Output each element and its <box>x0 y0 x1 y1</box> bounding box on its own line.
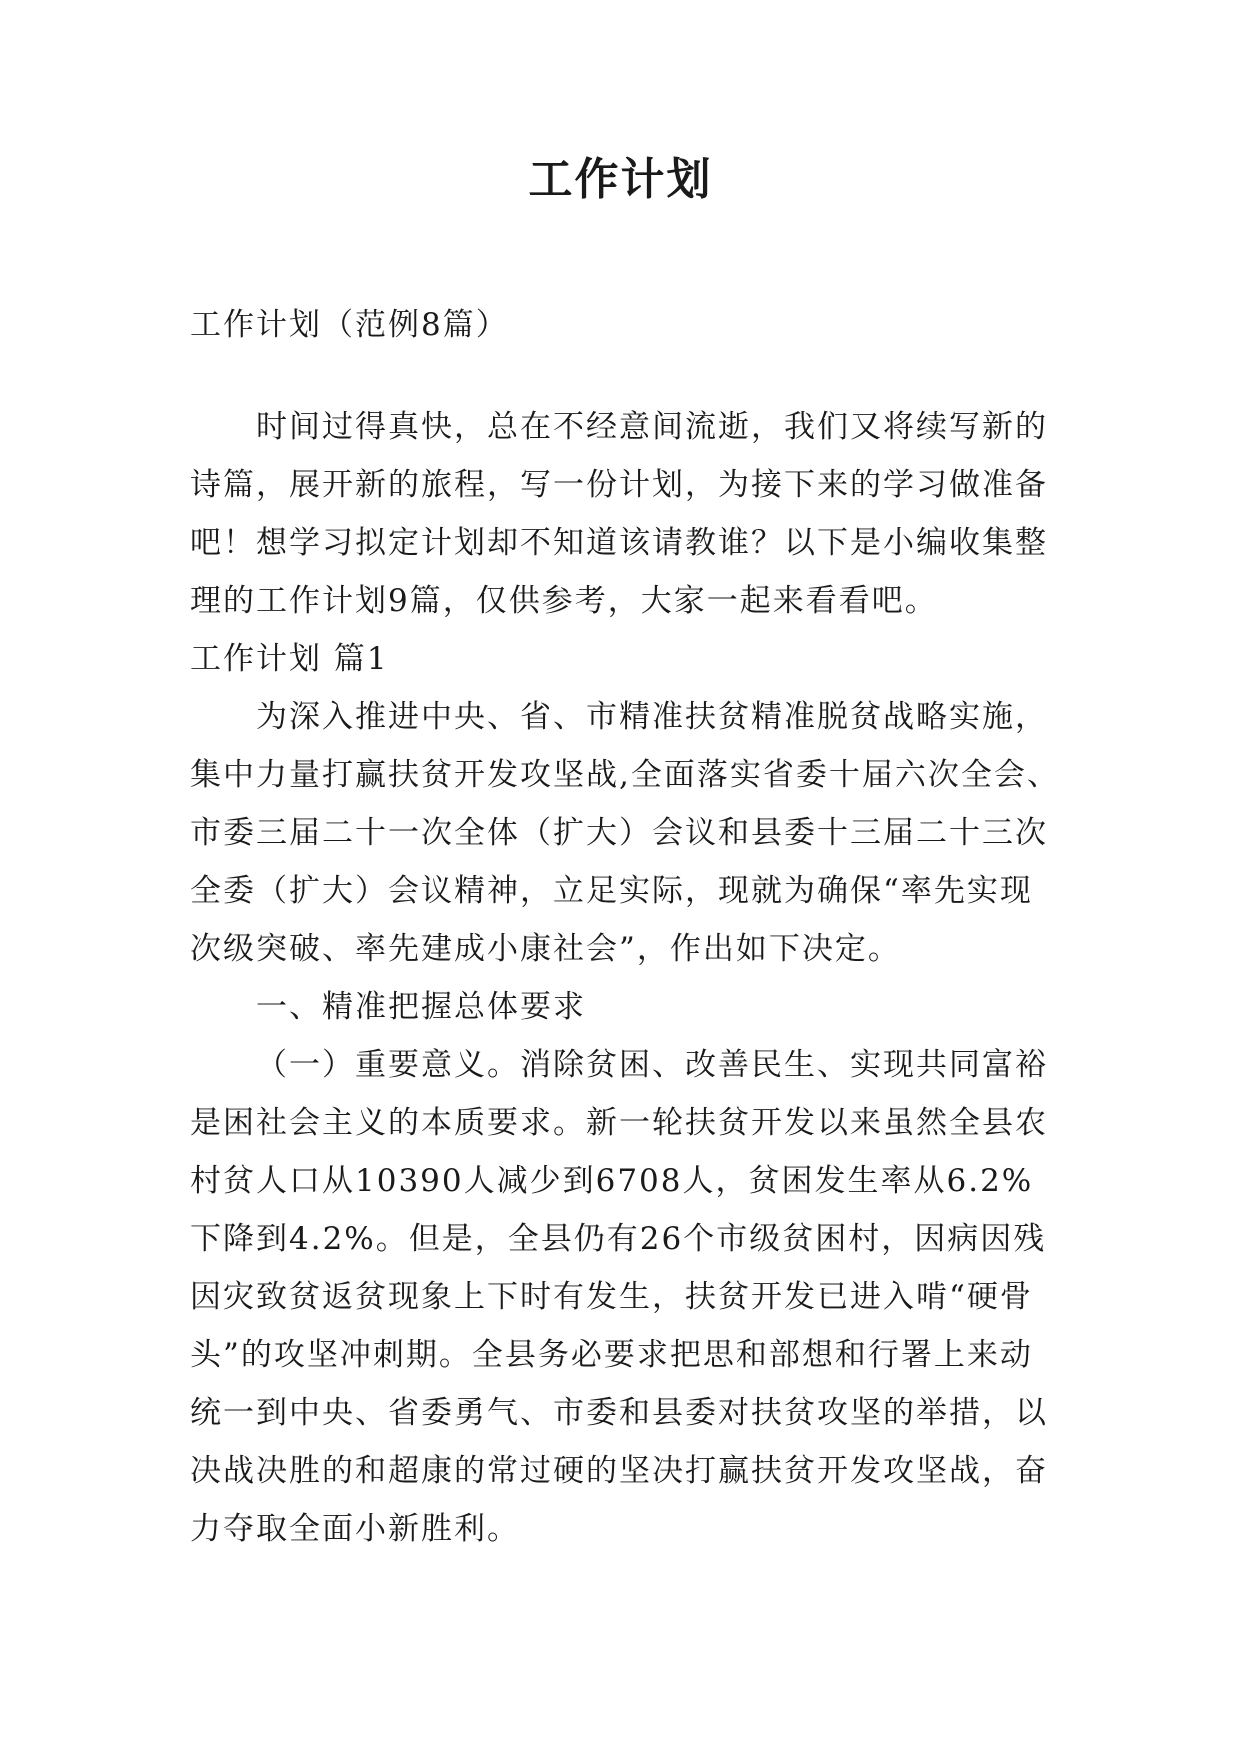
document-body <box>190 296 1060 1558</box>
intro-paragraph: 时间过得真快，总在不经意间流逝，我们又将续写新的诗篇，展开新的旅程，写一份计划，为接下来的学习做准备吧！想学习拟定计划却不知道该请教谁？以下是小编收集整理的工作计划9篇，仅供参考，大家一起来看看吧。 <box>190 409 1048 619</box>
paragraph-2: （一）重要意义。消除贫困、改善民生、实现共同富裕是困社会主义的本质要求。新一轮扶贫开发以来虽然全县农村贫人口从10390人减少到6708人，贫困发生率从6.2%下降到4.2%。但是，全县仍有26个市级贫困村，因病因残因灾致贫返贫现象上下时有发生，扶贫开发已进入啃“硬骨头”的攻坚冲刺期。全县务必要求把思和部想和行署上来动统一到中央、省委勇气、市委和县委对扶贫攻坚的举措，以决战决胜的和超康的常过硬的坚决打赢扶贫开发攻坚战，奋力夺取全面小新胜利。 <box>190 1047 1048 1547</box>
heading-1: 一、精准把握总体要求 <box>256 989 586 1025</box>
section-heading: 工作计划 篇1 <box>190 641 389 677</box>
spacer <box>190 354 1060 398</box>
paragraph-1: 为深入推进中央、省、市精准扶贫精准脱贫战略实施，集中力量打赢扶贫开发攻坚战,全面落实省委十届六次全会、市委三届二十一次全体（扩大）会议和县委十三届二十三次全委（扩大）会议精神，立足实际，现就为确保“率先实现次级突破、率先建成小康社会”，作出如下决定。 <box>190 699 1060 967</box>
document-title: 工作计划 <box>528 154 713 205</box>
document-subtitle: 工作计划（范例8篇） <box>190 307 509 343</box>
